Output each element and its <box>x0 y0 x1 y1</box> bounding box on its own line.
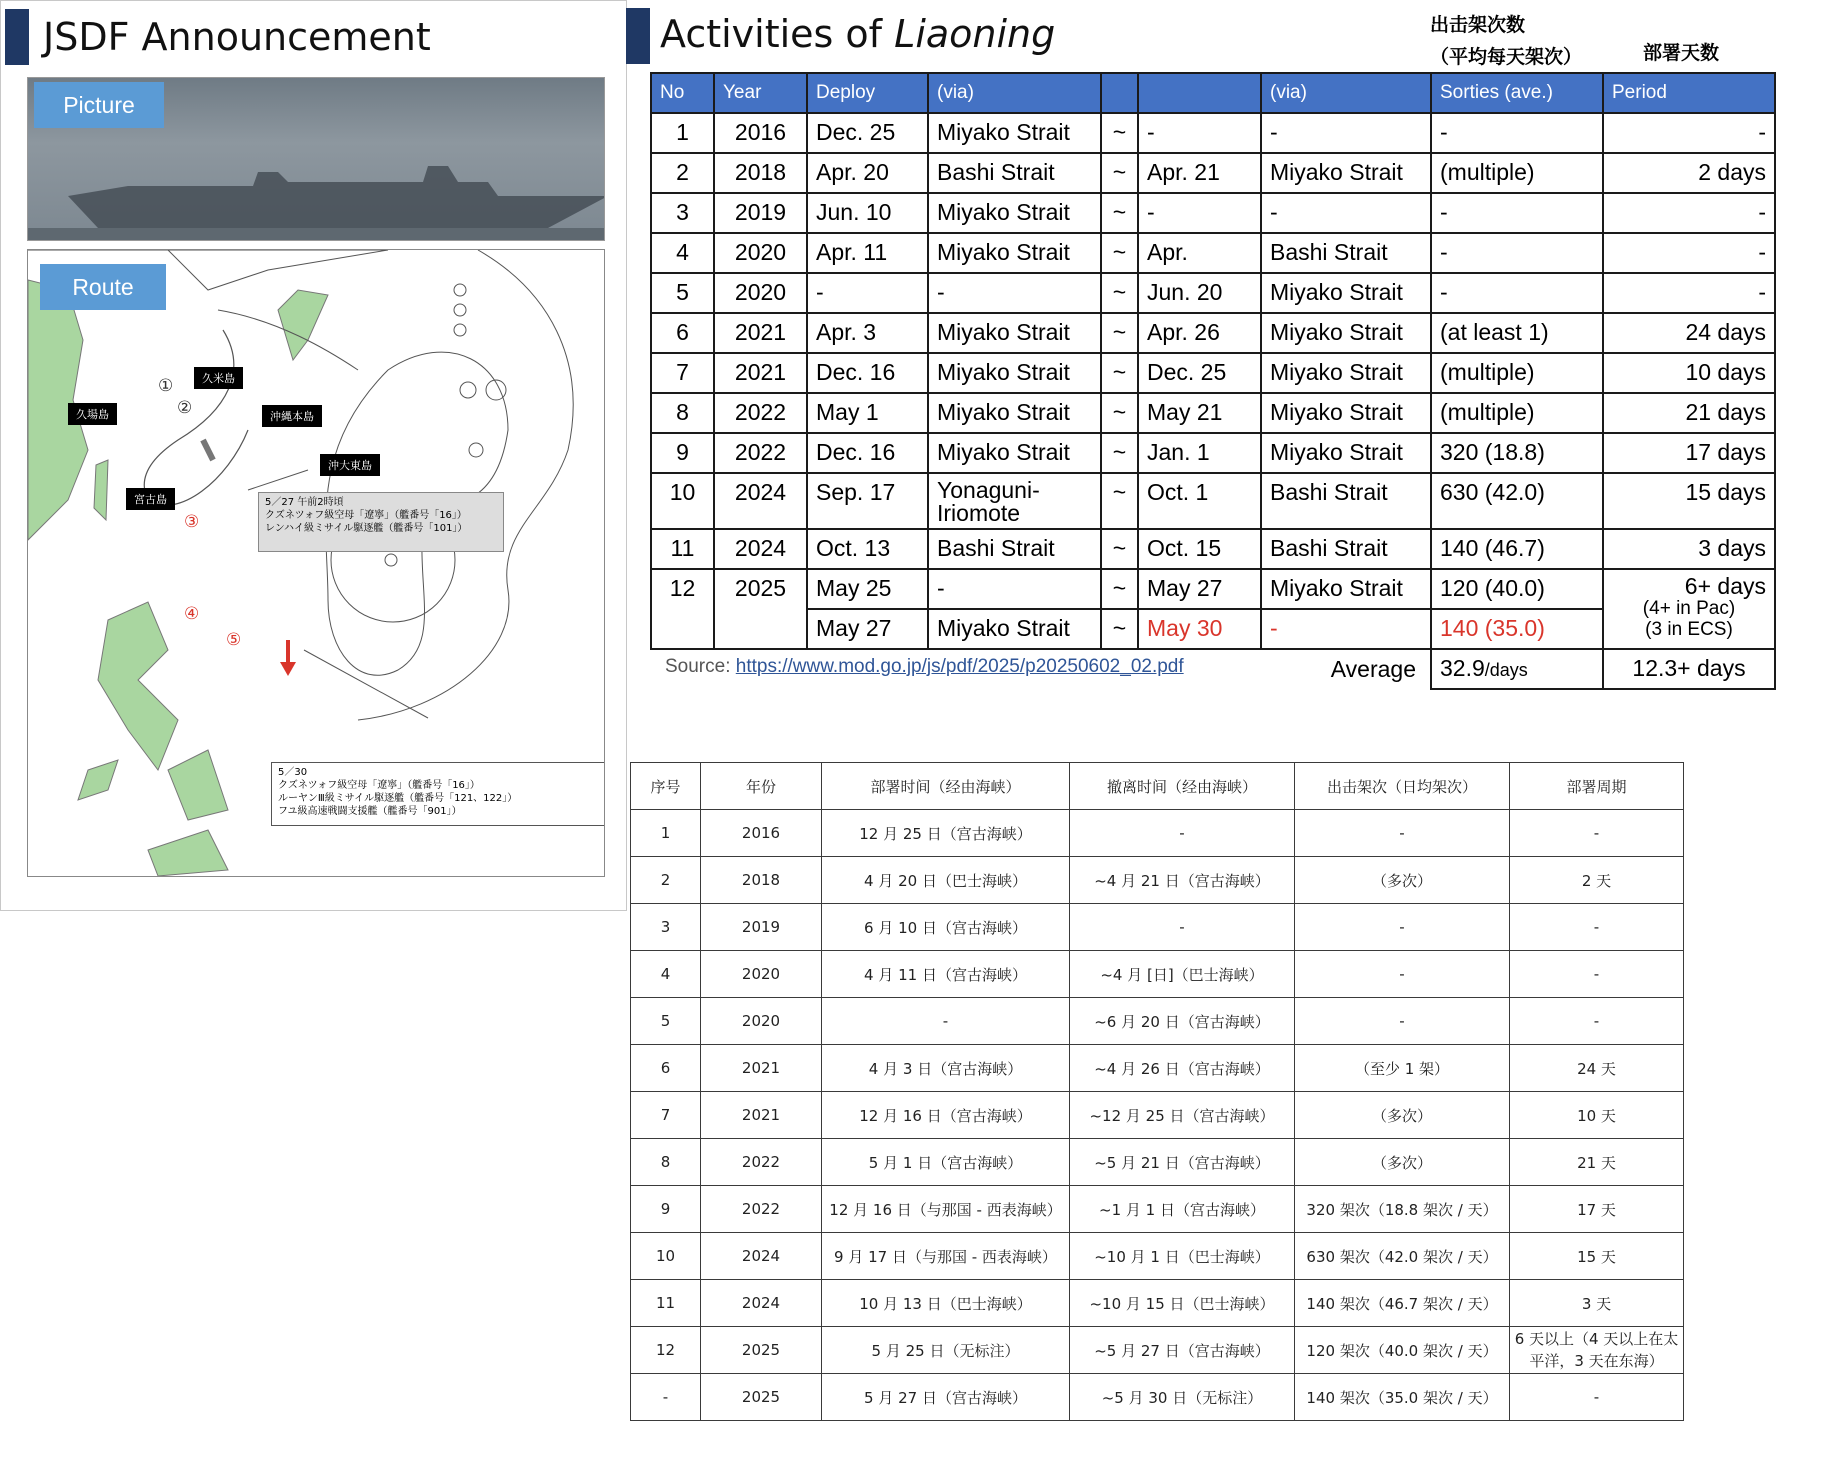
cn-column-header: 序号 <box>631 763 701 810</box>
jsdf-announcement-panel <box>0 0 627 911</box>
cn-table-row: 7 2021 12 月 16 日（宫古海峡） ~12 月 25 日（宫古海峡） （多次） 10 天 <box>631 1092 1684 1139</box>
cn-table-row: 9 2022 12 月 16 日（与那国 - 西表海峡） ~1 月 1 日（宫古海峡） 320 架次（18.8 架次 / 天） 17 天 <box>631 1186 1684 1233</box>
table-row: 10 2024 Sep. 17 Yonaguni- Iriomote ~ Oct. 1 Bashi Strait 630 (42.0) 15 days <box>651 473 1775 529</box>
note-5-30: 5／30 クズネツォフ級空母「遼寧」（艦番号「16」） ルーヤンⅢ級ミサイル駆逐艦（艦番号「121、122」） フユ級高速戦闘支援艦（艦番号「901」） <box>271 762 605 826</box>
cn-table-row: 8 2022 5 月 1 日（宫古海峡） ~5 月 21 日（宫古海峡） （多次） 21 天 <box>631 1139 1684 1186</box>
cn-table-row: 6 2021 4 月 3 日（宫古海峡） ~4 月 26 日（宫古海峡） （至少 1 架） 24 天 <box>631 1045 1684 1092</box>
col-period: Period <box>1603 73 1775 113</box>
cn-header-row <box>631 763 1684 810</box>
note-5-27: 5／27 午前2時頃 クズネツォフ級空母「遼寧」（艦番号「16」） レンハイ級ミサイル駆逐艦（艦番号「101」） <box>258 492 504 552</box>
cn-table-row: 12 2025 5 月 25 日（无标注） ~5 月 27 日（宫古海峡） 120 架次（40.0 架次 / 天） 6 天以上（4 天以上在太平洋，3 天在东海） <box>631 1327 1684 1374</box>
average-sorties: 32.9/days <box>1431 649 1603 689</box>
route-label: Route <box>40 264 166 310</box>
cn-column-header: 年份 <box>701 763 822 810</box>
average-label: Average <box>1330 656 1416 682</box>
cn-table-row: 1 2016 12 月 25 日（宫古海峡） - - - <box>631 810 1684 857</box>
chinese-activity-table <box>630 762 1684 1421</box>
cn-table-row: - 2025 5 月 27 日（宫古海峡） ~5 月 30 日（无标注） 140 架次（35.0 架次 / 天） - <box>631 1374 1684 1421</box>
table-row: 12 2025 May 25 - ~ May 27 Miyako Strait 120 (40.0) 6+ days (4+ in Pac) (3 in ECS) <box>651 569 1775 609</box>
island-label-okidaito: 沖大東島 <box>320 454 380 476</box>
table-row: 6 2021 Apr. 3 Miyako Strait ~ Apr. 26 Miyako Strait (at least 1) 24 days <box>651 313 1775 353</box>
ship-photo <box>27 77 605 241</box>
cn-table-row: 5 2020 - ~6 月 20 日（宫古海峡） - - <box>631 998 1684 1045</box>
table-row: 4 2020 Apr. 11 Miyako Strait ~ Apr. Bashi Strait - - <box>651 233 1775 273</box>
jp-header-sorties: 出击架次数 <box>1430 14 1526 36</box>
jp-header-sorties-ave: （平均每天架次） <box>1430 46 1583 68</box>
col-return <box>1138 73 1261 113</box>
cn-column-header: 撤离时间（经由海峡） <box>1070 763 1295 810</box>
cn-table-row: 11 2024 10 月 13 日（巴士海峡） ~10 月 15 日（巴士海峡） 140 架次（46.7 架次 / 天） 3 天 <box>631 1280 1684 1327</box>
marker-4: ④ <box>184 604 200 624</box>
activities-title: Activities of Liaoning <box>660 12 1056 56</box>
liaoning-activity-table <box>650 72 1776 690</box>
cn-table-row: 4 2020 4 月 11 日（宫古海峡） ~4 月 [日]（巴士海峡） - - <box>631 951 1684 998</box>
col-tilde <box>1101 73 1138 113</box>
island-label-okinawa: 沖縄本島 <box>262 405 322 427</box>
cn-column-header: 部署周期 <box>1510 763 1684 810</box>
cn-table-row: 3 2019 6 月 10 日（宫古海峡） - - - <box>631 904 1684 951</box>
source-link[interactable]: https://www.mod.go.jp/js/pdf/2025/p20250602_02.pdf <box>735 656 1184 677</box>
marker-1: ① <box>158 376 174 396</box>
title-accent-bar-right <box>626 8 650 64</box>
col-via1: (via) <box>928 73 1101 113</box>
table-header-row <box>651 73 1775 113</box>
jp-header-period: 部署天数 <box>1643 42 1720 64</box>
table-row: 8 2022 May 1 Miyako Strait ~ May 21 Miyako Strait (multiple) 21 days <box>651 393 1775 433</box>
table-row: 3 2019 Jun. 10 Miyako Strait ~ - - - - <box>651 193 1775 233</box>
average-period: 12.3+ days <box>1603 649 1775 689</box>
cn-column-header: 出击架次（日均架次） <box>1295 763 1510 810</box>
marker-3: ③ <box>184 512 200 532</box>
cn-column-header: 部署时间（经由海峡） <box>822 763 1070 810</box>
col-deploy: Deploy <box>807 73 928 113</box>
table-row: 7 2021 Dec. 16 Miyako Strait ~ Dec. 25 Miyako Strait (multiple) 10 days <box>651 353 1775 393</box>
title-accent-bar <box>5 9 29 65</box>
col-no: No <box>651 73 714 113</box>
island-label-kume: 久米島 <box>194 367 243 389</box>
average-row: Source: https://www.mod.go.jp/js/pdf/2025/p20250602_02.pdf Average 32.9/days 12.3+ days <box>651 649 1775 689</box>
cn-table-row: 10 2024 9 月 17 日（与那国 - 西表海峡） ~10 月 1 日（巴士海峡） 630 架次（42.0 架次 / 天） 15 天 <box>631 1233 1684 1280</box>
marker-2: ② <box>177 398 193 418</box>
col-sorties: Sorties (ave.) <box>1431 73 1603 113</box>
period-12: 6+ days (4+ in Pac) (3 in ECS) <box>1603 569 1775 649</box>
table-row: 5 2020 - - ~ Jun. 20 Miyako Strait - - <box>651 273 1775 313</box>
table-row: 1 2016 Dec. 25 Miyako Strait ~ - - - - <box>651 113 1775 153</box>
table-row: 11 2024 Oct. 13 Bashi Strait ~ Oct. 15 Bashi Strait 140 (46.7) 3 days <box>651 529 1775 569</box>
picture-label: Picture <box>34 82 164 128</box>
marker-5: ⑤ <box>226 630 242 650</box>
island-label-miyako: 宮古島 <box>126 488 175 510</box>
route-map <box>27 249 605 877</box>
panel-title: JSDF Announcement <box>43 15 431 59</box>
cn-table-row: 2 2018 4 月 20 日（巴士海峡） ~4 月 21 日（宫古海峡） （多次） 2 天 <box>631 857 1684 904</box>
table-body <box>651 113 1775 473</box>
col-year: Year <box>714 73 807 113</box>
col-via2: (via) <box>1261 73 1431 113</box>
table-row: 2 2018 Apr. 20 Bashi Strait ~ Apr. 21 Miyako Strait (multiple) 2 days <box>651 153 1775 193</box>
island-label-kuba: 久場島 <box>68 403 117 425</box>
cn-table-body <box>631 763 1684 1421</box>
table-row: 9 2022 Dec. 16 Miyako Strait ~ Jan. 1 Miyako Strait 320 (18.8) 17 days <box>651 433 1775 473</box>
table-row: May 27 Miyako Strait ~ May 30 - 140 (35.0) <box>651 609 1775 649</box>
